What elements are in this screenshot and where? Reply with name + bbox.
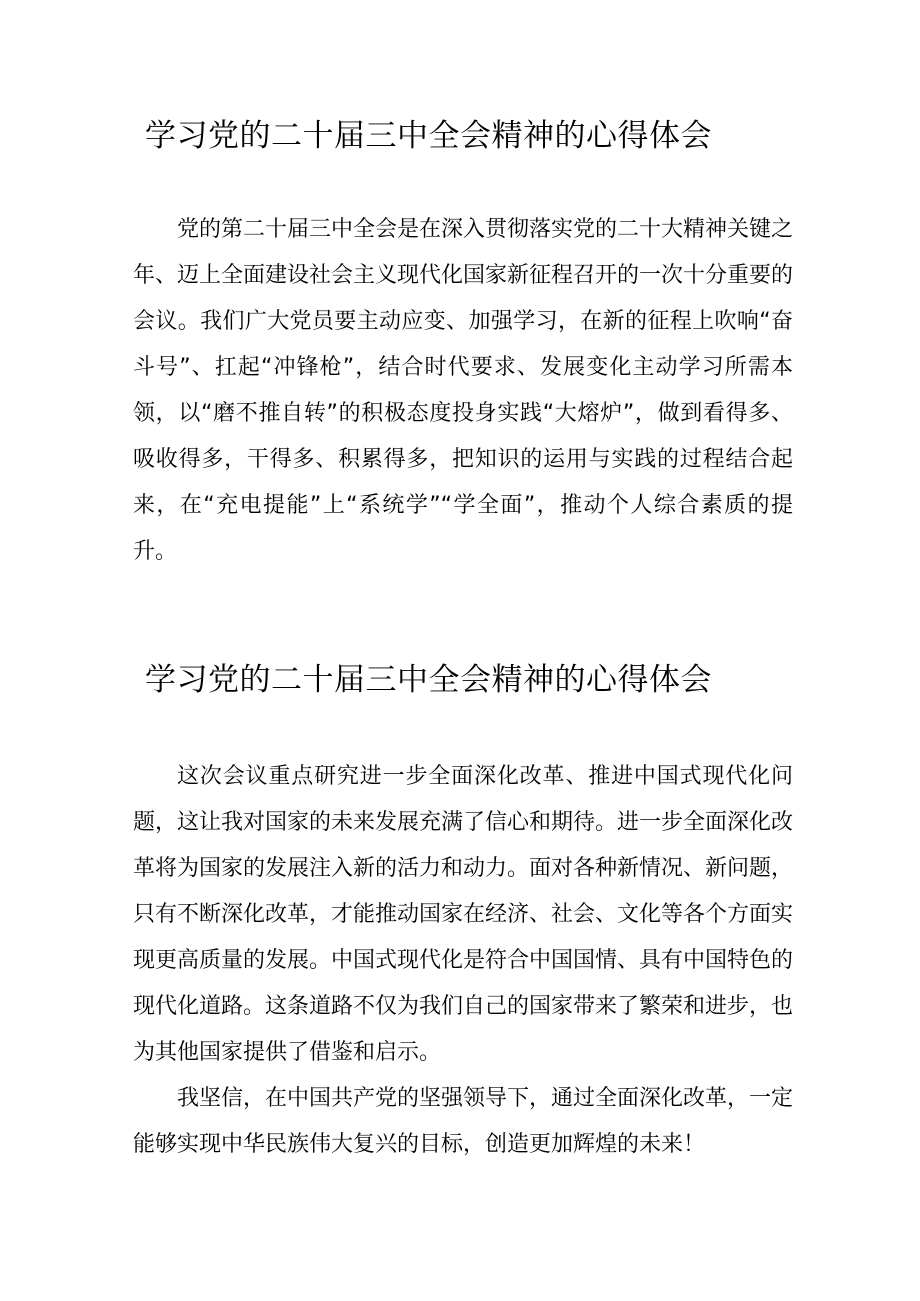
essay-section-2 (133, 652, 793, 1168)
essay-section-1 (133, 108, 793, 575)
section-2-paragraph-2: 我坚信，在中国共产党的坚强领导下，通过全面深化改革，一定能够实现中华民族伟大复兴的目标，创造更加辉煌的未来！ (133, 1086, 794, 1157)
section-2-title: 学习党的二十届三中全会精神的心得体会 (145, 662, 712, 698)
section-1-title: 学习党的二十届三中全会精神的心得体会 (145, 118, 712, 154)
section-2-paragraph-1: 这次会议重点研究进一步全面深化改革、推进中国式现代化问题，这让我对国家的未来发展充满了信心和期待。进一步全面深化改革将为国家的发展注入新的活力和动力。面对各种新情况、新问题，只有不断深化改革，才能推动国家在经济、社会、文化等各个方面实现更高质量的发展。中国式现代化是符合中国国情、具有中国特色的现代化道路。这条道路不仅为我们自己的国家带来了繁荣和进步，也为其他国家提供了借鉴和启示。 (133, 764, 794, 1065)
section-1-paragraph-1: 党的第二十届三中全会是在深入贯彻落实党的二十大精神关键之年、迈上全面建设社会主义现代化国家新征程召开的一次十分重要的会议。我们广大党员要主动应变、加强学习，在新的征程上吹响“奋斗号”、扛起“冲锋枪”，结合时代要求、发展变化主动学习所需本领，以“磨不推自转”的积极态度投身实践“大熔炉”，做到看得多、吸收得多，干得多、积累得多，把知识的运用与实践的过程结合起来，在“充电提能”上“系统学”“学全面”，推动个人综合素质的提升。 (133, 217, 794, 564)
